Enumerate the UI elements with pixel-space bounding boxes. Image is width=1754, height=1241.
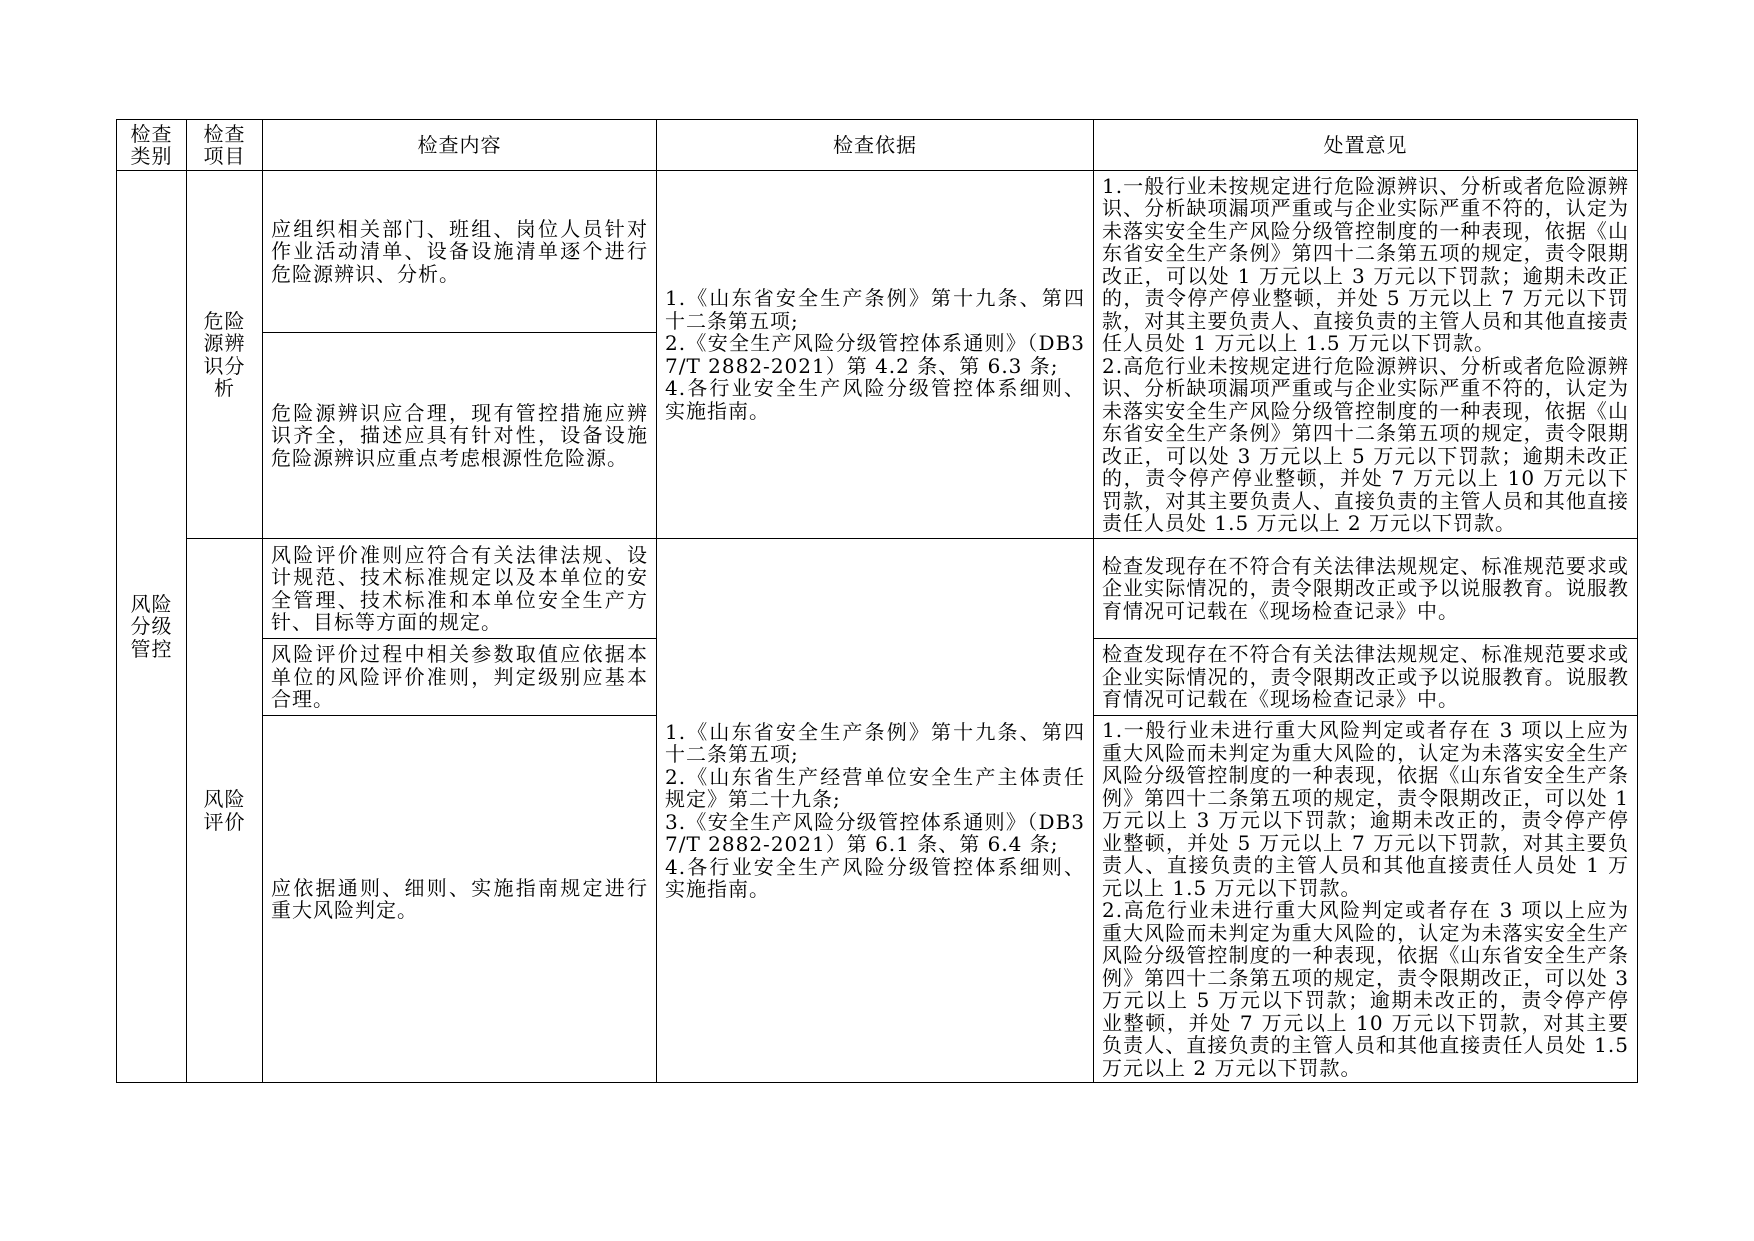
item-cell-hazard: 危险源辨识分析 — [187, 171, 263, 539]
basis-line: 3.《安全生产风险分级管控体系通则》（DB37/T 2882-2021）第 6.1 条、第 6.4 条; — [665, 809, 1085, 856]
inspection-table — [116, 119, 1638, 1083]
basis-line: 2.《安全生产风险分级管控体系通则》（DB37/T 2882-2021）第 4.2 条、第 6.3 条; — [665, 331, 1085, 378]
content-cell: 风险评价过程中相关参数取值应依据本单位的风险评价准则，判定级别应基本合理。 — [263, 639, 657, 716]
basis-line: 2.《山东省生产经营单位安全生产主体责任规定》第二十九条; — [665, 764, 1085, 811]
header-disposal: 处置意见 — [1094, 120, 1638, 171]
category-cell: 风险分级管控 — [117, 171, 187, 1083]
header-category: 检查类别 — [117, 120, 187, 171]
basis-line: 4.各行业安全生产风险分级管控体系细则、实施指南。 — [665, 854, 1085, 901]
content-cell: 风险评价准则应符合有关法律法规、设计规范、技术标准规定以及本单位的安全管理、技术标准和本单位安全生产方针、目标等方面的规定。 — [263, 539, 657, 639]
basis-line: 1.《山东省安全生产条例》第十九条、第四十二条第五项; — [665, 719, 1085, 766]
content-cell: 危险源辨识应合理，现有管控措施应辨识齐全，描述应具有针对性，设备设施危险源辨识应重点考虑根源性危险源。 — [263, 333, 657, 539]
disposal-paragraph: 2.高危行业未按规定进行危险源辨识、分析或者危险源辨识、分析缺项漏项严重或与企业实际严重不符的，认定为未落实安全生产风险分级管控制度的一种表现，依据《山东省安全生产条例》第四十二条第五项的规定，责令限期改正，可以处 3 万元以上 5 万元以下罚款；逾期未改正的，责令停产停业整顿，并处 7 万元以上 10 万元以下罚款，对其主要负责人、直接负责的主管人员和其他直接责任人员处 1.5 万元以上 2 万元以下罚款。 — [1102, 353, 1629, 535]
header-item: 检查项目 — [187, 120, 263, 171]
disposal-cell: 检查发现存在不符合有关法律法规规定、标准规范要求或企业实际情况的，责令限期改正或予以说服教育。说服教育情况可记载在《现场检查记录》中。 — [1094, 539, 1638, 639]
disposal-paragraph: 1.一般行业未按规定进行危险源辨识、分析或者危险源辨识、分析缺项漏项严重或与企业实际严重不符的，认定为未落实安全生产风险分级管控制度的一种表现，依据《山东省安全生产条例》第四十二条第五项的规定，责令限期改正，可以处 1 万元以上 3 万元以下罚款；逾期未改正的，责令停产停业整顿，并处 5 万元以上 7 万元以下罚款，对其主要负责人、直接负责的主管人员和其他直接责任人员处 1 万元以上 1.5 万元以下罚款。 — [1102, 173, 1629, 355]
basis-cell-hazard — [657, 171, 1094, 539]
basis-cell-risk — [657, 539, 1094, 1083]
content-cell: 应依据通则、细则、实施指南规定进行重大风险判定。 — [263, 716, 657, 1083]
table-row — [117, 171, 1638, 333]
disposal-cell-major — [1094, 716, 1638, 1083]
header-content: 检查内容 — [263, 120, 657, 171]
header-basis: 检查依据 — [657, 120, 1094, 171]
basis-line: 1.《山东省安全生产条例》第十九条、第四十二条第五项; — [665, 286, 1085, 333]
disposal-paragraph: 2.高危行业未进行重大风险判定或者存在 3 项以上应为重大风险而未判定为重大风险的，认定为未落实安全生产风险分级管控制度的一种表现，依据《山东省安全生产条例》第四十二条第五项的规定，责令限期改正，可以处 3 万元以上 5 万元以下罚款；逾期未改正的，责令停产停业整顿，并处 7 万元以上 10 万元以下罚款，对其主要负责人、直接负责的主管人员和其他直接责任人员处 1.5 万元以上 2 万元以下罚款。 — [1102, 898, 1629, 1080]
table-row — [117, 539, 1638, 639]
disposal-cell: 检查发现存在不符合有关法律法规规定、标准规范要求或企业实际情况的，责令限期改正或予以说服教育。说服教育情况可记载在《现场检查记录》中。 — [1094, 639, 1638, 716]
table-header-row — [117, 120, 1638, 171]
disposal-cell-hazard — [1094, 171, 1638, 539]
item-cell-risk: 风险评价 — [187, 539, 263, 1083]
disposal-paragraph: 1.一般行业未进行重大风险判定或者存在 3 项以上应为重大风险而未判定为重大风险的，认定为未落实安全生产风险分级管控制度的一种表现，依据《山东省安全生产条例》第四十二条第五项的规定，责令限期改正，可以处 1 万元以上 3 万元以下罚款；逾期未改正的，责令停产停业整顿，并处 5 万元以上 7 万元以下罚款，对其主要负责人、直接负责的主管人员和其他直接责任人员处 1 万元以上 1.5 万元以下罚款。 — [1102, 718, 1629, 900]
basis-line: 4.各行业安全生产风险分级管控体系细则、实施指南。 — [665, 376, 1085, 423]
content-cell: 应组织相关部门、班组、岗位人员针对作业活动清单、设备设施清单逐个进行危险源辨识、分析。 — [263, 171, 657, 333]
